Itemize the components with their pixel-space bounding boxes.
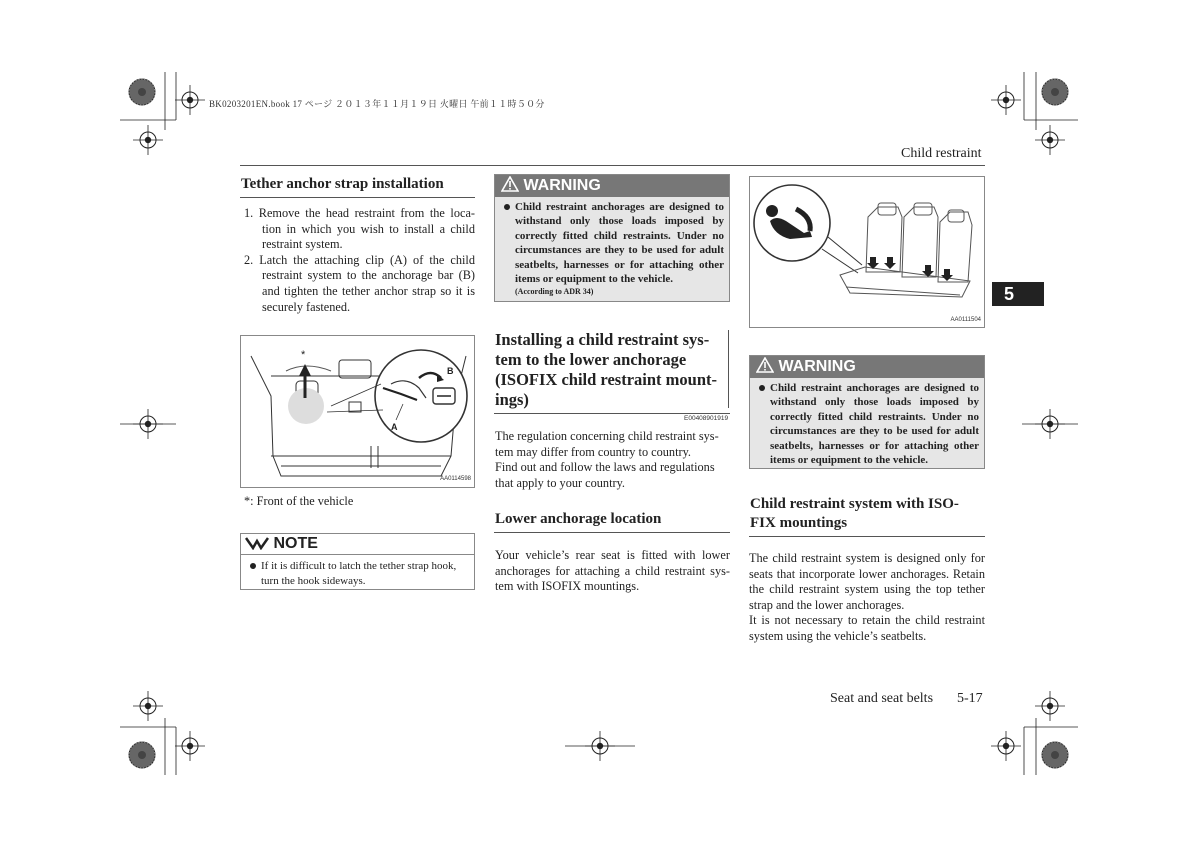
figure-label-a: A (391, 422, 398, 432)
lower-anchorage-text: Your vehicle’s rear seat is fitted with lower anchorages for attaching a child restraint sys-tem with ISOFIX mountings. (495, 548, 730, 594)
step-1: 1. Remove the head restraint from the loca-tion in which you wish to install a child restraint system. (244, 206, 475, 252)
figure-label-b: B (447, 366, 454, 376)
isofix-heading: Installing a child restraint sys-tem to the lower anchorage (ISOFIX child restraint mount-ings) (495, 330, 717, 409)
warning-header-2 (750, 356, 984, 378)
note-title: NOTE (273, 535, 318, 552)
isofix-heading-rule (494, 413, 730, 414)
isofix-text (749, 551, 985, 645)
warning-box-1 (494, 174, 730, 302)
bullet-icon (250, 563, 256, 569)
subheading-rule (494, 532, 730, 533)
isofix-heading-bar (728, 330, 729, 408)
seat-figure (749, 176, 985, 328)
chapter-tab: 5 (992, 282, 1044, 306)
regulation-paragraph (495, 429, 730, 491)
note-text: If it is difficult to latch the tether strap hook, turn the hook sideways. (261, 560, 457, 587)
running-header: Child restraint (901, 146, 982, 161)
print-header: BK0203201EN.book 17 ページ ２０１３年１１月１９日 火曜日 午前１１時５０分 (209, 99, 545, 109)
warning-box-2 (749, 355, 985, 469)
warning-text-2: Child restraint anchorages are designed to withstand only those loads imposed by correctly fitted child restraints. Under no circumstances are they to be used for adult seatbelts, harnesses or for attaching other items or equipment to the vehicle. (770, 382, 979, 467)
figure-code: AA0114598 (440, 476, 471, 482)
figure-caption: *: Front of the vehicle (244, 494, 354, 508)
rear-seat-illustration (750, 177, 984, 327)
isofix-code: E00408901919 (684, 415, 729, 422)
lower-anchorage-heading: Lower anchorage location (495, 511, 662, 527)
warning-triangle-icon (756, 357, 774, 373)
warning-title-2: WARNING (778, 358, 856, 375)
note-icon (245, 536, 269, 550)
bullet-icon (759, 385, 765, 391)
warning-sub: (According to ADR 34) (515, 287, 594, 297)
isofix-mountings-heading: Child restraint system with ISO-FIX mountings (750, 496, 959, 531)
warning-title: WARNING (523, 177, 601, 194)
note-box (240, 533, 475, 590)
tether-illustration (241, 336, 474, 487)
install-steps (244, 206, 475, 315)
figure-label-star: * (301, 349, 306, 361)
warning-triangle-icon (501, 176, 519, 192)
note-body (241, 555, 474, 594)
step-2: 2. Latch the attaching clip (A) of the child restraint system to the anchorage bar (B) and tighten the tether anchor strap so it is securely fastened. (244, 252, 475, 314)
footer-section: Seat and seat belts (830, 691, 934, 706)
warning-header (495, 175, 729, 197)
footer-page-number: 5-17 (957, 691, 983, 706)
para-not-necessary: It is not necessary to retain the child restraint system using the vehicle’s seatbelts. (749, 613, 985, 643)
header-rule (240, 165, 985, 166)
seat-figure-code: AA0111504 (950, 317, 981, 323)
warning-body (495, 197, 729, 302)
tether-anchor-heading: Tether anchor strap installation (241, 176, 444, 192)
note-header (241, 534, 474, 555)
warning-body-2 (750, 378, 984, 471)
para-regulation: The regulation concerning child restraint sys-tem may differ from country to country. (495, 429, 719, 459)
para-designed: The child restraint system is designed only for seats that incorporate lower anchorages. Retain the child restraint system using the top tether strap and the lower anchorages. (749, 551, 985, 612)
tether-figure (240, 335, 475, 488)
para-laws: Find out and follow the laws and regulations that apply to your country. (495, 460, 715, 490)
warning-text: Child restraint anchorages are designed to withstand only those loads imposed by correctly fitted child restraints. Under no circumstances are they to be used for adult seatbelts, harnesses or for attaching other items or equipment to the vehicle. (515, 201, 724, 286)
heading-rule (240, 197, 475, 198)
bullet-icon (504, 204, 510, 210)
isofix-mountings-rule (749, 536, 985, 537)
